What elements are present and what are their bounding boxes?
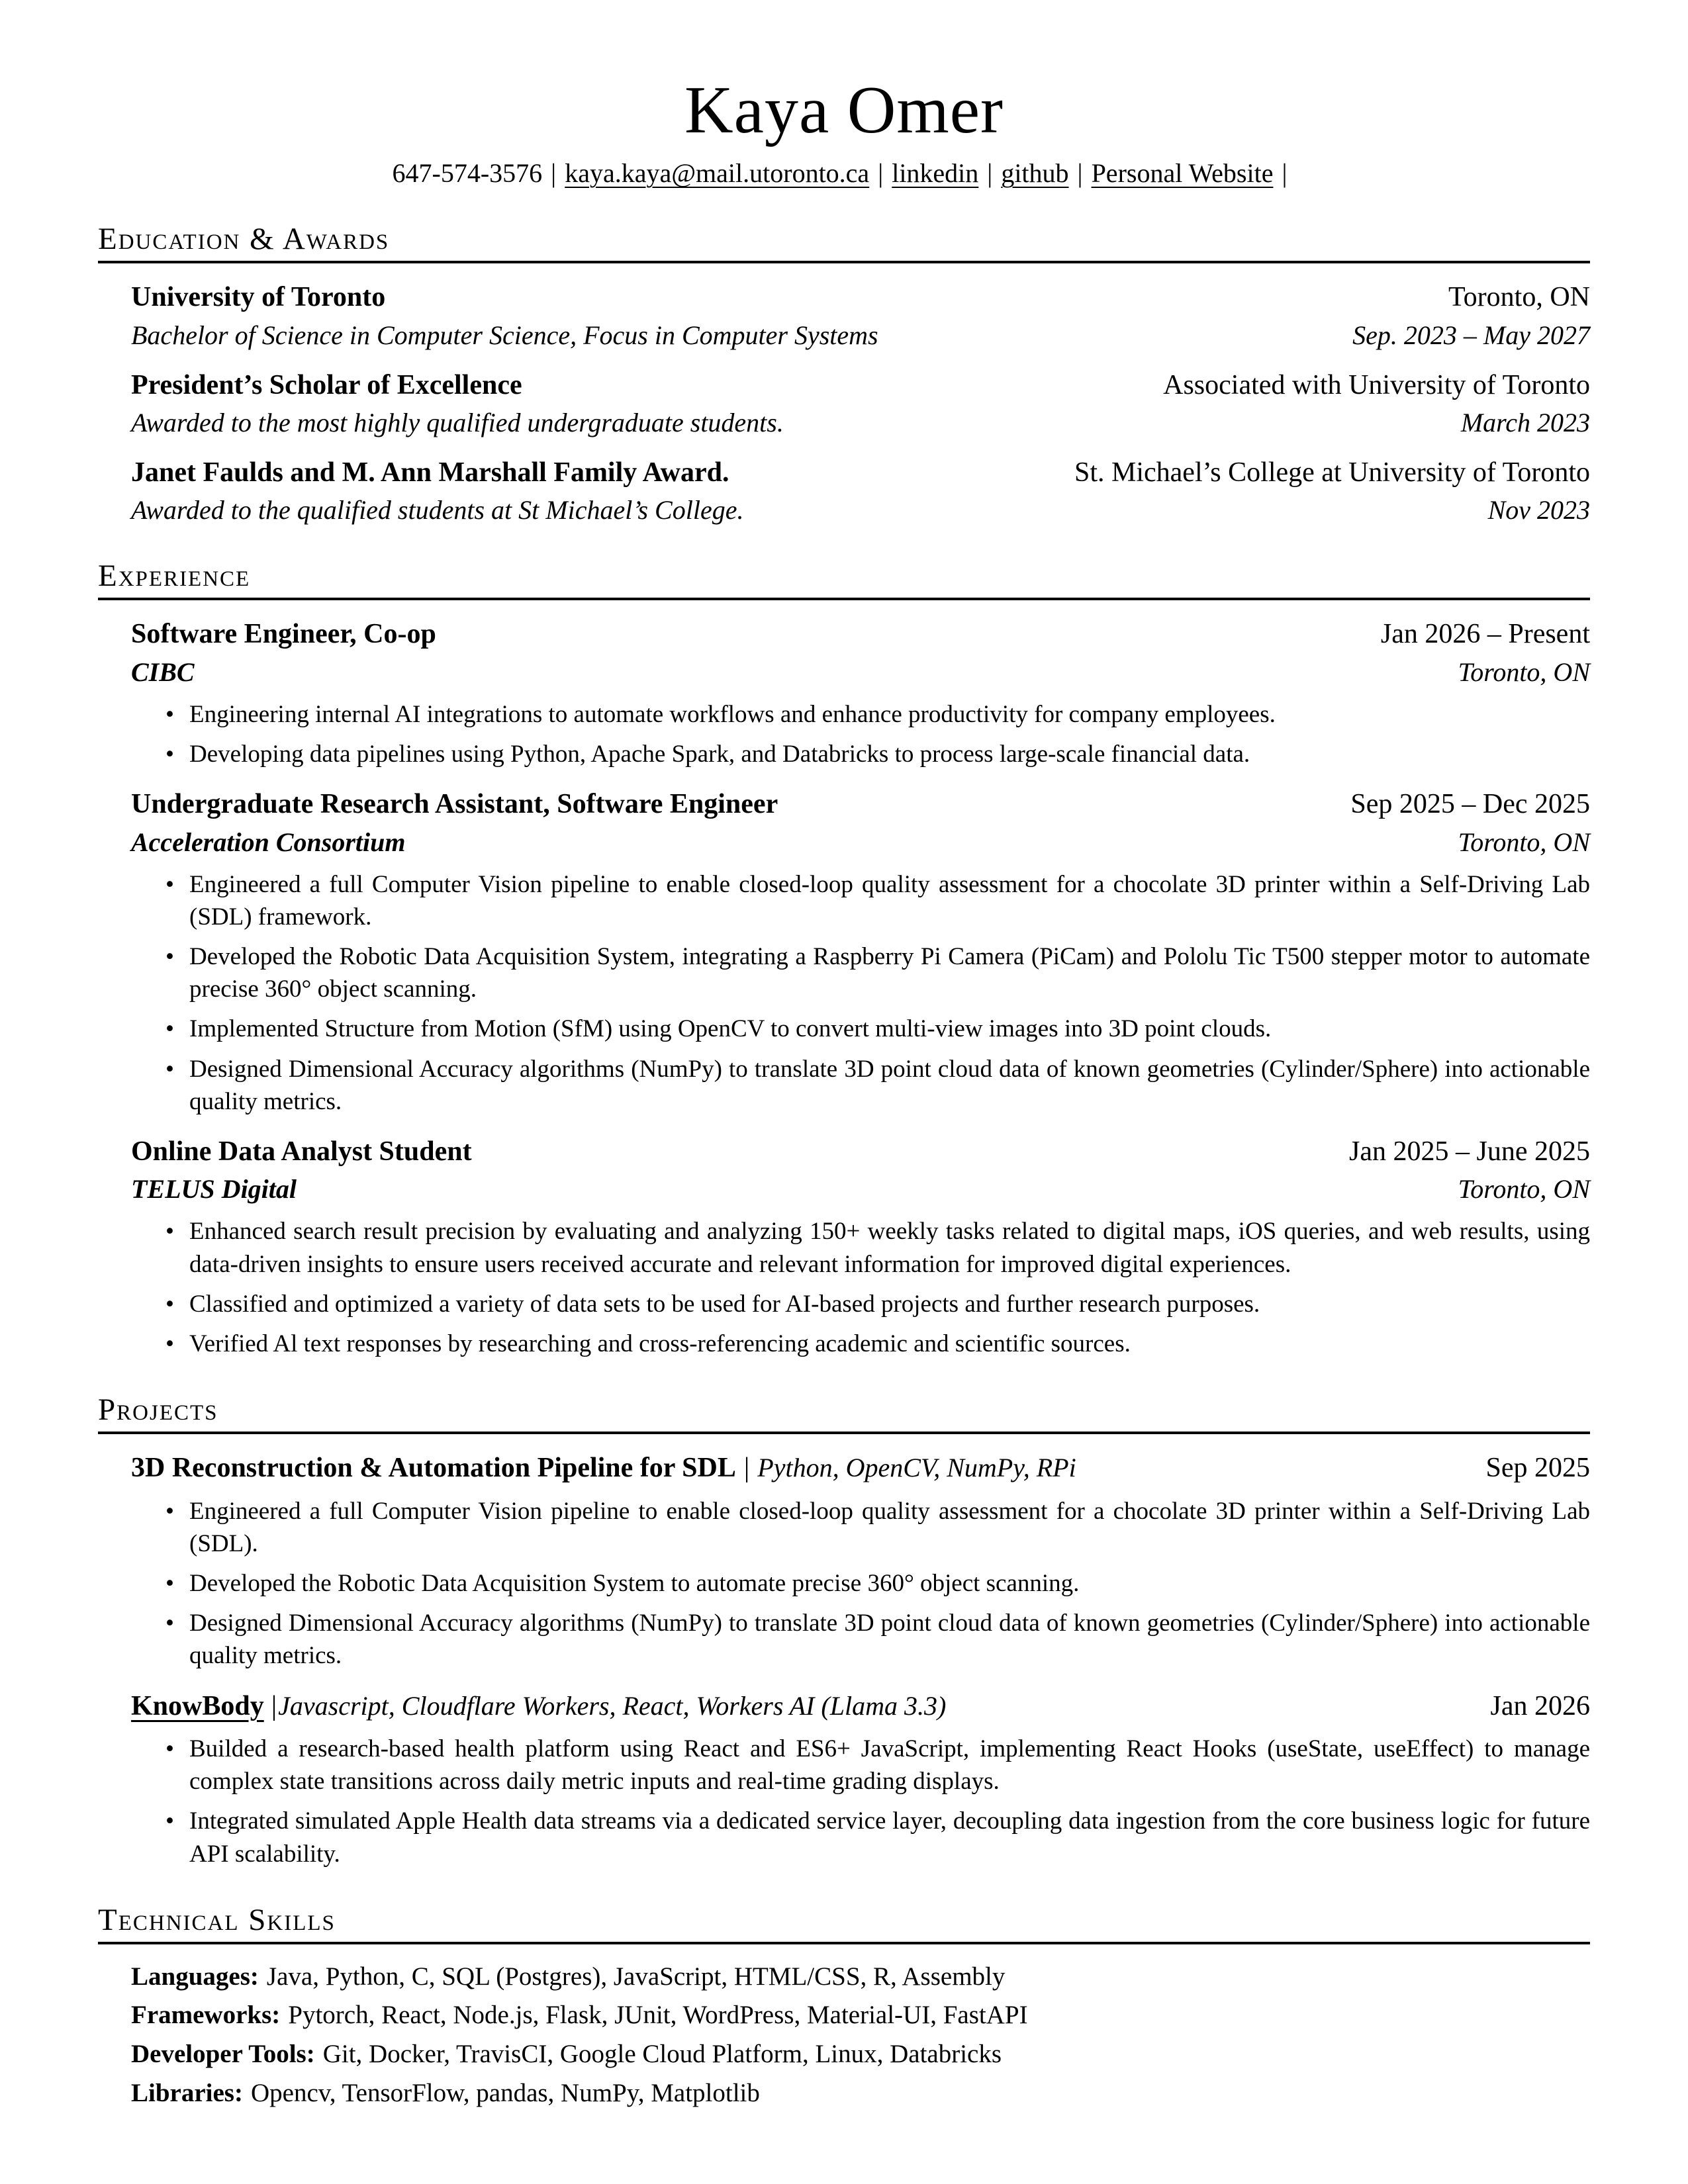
contact-separator: | bbox=[987, 158, 993, 189]
bullet-text: Enhanced search result precision by evaluating and analyzing 150+ weekly tasks related to digital maps, iOS queries, and web results, using data-driven insights to ensure users received accurate and relevant information for improved digital experiences. bbox=[189, 1218, 1590, 1278]
bullet-text: Builded a research-based health platform using React and ES6+ JavaScript, implementing React Hooks (useState, useEffect) to manage complex state transitions across daily metric inputs and real-time grading displays. bbox=[189, 1735, 1590, 1796]
personal-website-link[interactable]: Personal Website bbox=[1091, 158, 1274, 189]
bullet-item bbox=[131, 1013, 1590, 1045]
skill-colon: : bbox=[234, 2078, 243, 2107]
job-title: Online Data Analyst Student bbox=[131, 1136, 472, 1167]
company-name: CIBC bbox=[131, 657, 195, 687]
bullet-marker: • bbox=[165, 942, 174, 970]
skill-row bbox=[131, 2038, 1590, 2071]
skill-label: Libraries bbox=[131, 2078, 234, 2107]
job-dates: Jan 2026 – Present bbox=[1380, 619, 1590, 650]
section-title: Education & Awards bbox=[98, 222, 390, 257]
bullet-text: Developed the Robotic Data Acquisition System, integrating a Raspberry Pi Camera (PiCam) and Pololu Tic T500 stepper motor to automate precise 360° object scanning. bbox=[189, 942, 1590, 1003]
bullet-marker: • bbox=[165, 1807, 174, 1835]
bullet-text: Developing data pipelines using Python, Apache Spark, and Databricks to process large-scale financial data. bbox=[189, 740, 1250, 768]
bullet-marker: • bbox=[165, 1015, 174, 1043]
award-date: March 2023 bbox=[1460, 407, 1590, 437]
section-title: Technical Skills bbox=[98, 1902, 336, 1937]
contact-separator: | bbox=[1282, 158, 1288, 189]
project-title: 3D Reconstruction & Automation Pipeline for SDL bbox=[131, 1453, 736, 1484]
bullet-item bbox=[131, 1215, 1590, 1280]
bullet-marker: • bbox=[165, 1218, 174, 1246]
project-date: Sep 2025 bbox=[1485, 1453, 1590, 1484]
award-name: Janet Faulds and M. Ann Marshall Family Award. bbox=[131, 457, 729, 488]
project-date: Jan 2026 bbox=[1490, 1690, 1590, 1721]
skill-colon: : bbox=[250, 1962, 259, 1991]
bullet-list bbox=[131, 1495, 1590, 1672]
section-technical-skills bbox=[98, 1902, 1590, 2111]
company-name: TELUS Digital bbox=[131, 1174, 297, 1205]
job-location: Toronto, ON bbox=[1458, 827, 1590, 857]
bullet-text: Classified and optimized a variety of data sets to be used for AI-based projects and further research purposes. bbox=[189, 1290, 1260, 1318]
bullet-marker: • bbox=[165, 1497, 174, 1525]
project-entry bbox=[98, 1451, 1590, 1672]
skill-label: Languages bbox=[131, 1962, 250, 1991]
bullet-text: Engineering internal AI integrations to automate workflows and enhance productivity for company employees. bbox=[189, 700, 1276, 728]
education-entry bbox=[98, 281, 1590, 351]
section-education-awards bbox=[98, 224, 1590, 526]
bullet-item bbox=[131, 698, 1590, 731]
bullet-item bbox=[131, 1567, 1590, 1600]
bullet-marker: • bbox=[165, 1735, 174, 1762]
skills-list bbox=[98, 1944, 1590, 2111]
bullet-item bbox=[131, 1053, 1590, 1118]
bullet-item bbox=[131, 738, 1590, 770]
bullet-list bbox=[131, 868, 1590, 1118]
bullet-item bbox=[131, 1495, 1590, 1560]
contact-line bbox=[98, 158, 1590, 189]
email-link[interactable]: kaya.kaya@mail.utoronto.ca bbox=[565, 158, 870, 189]
skill-items: Opencv, TensorFlow, pandas, NumPy, Matplotlib bbox=[250, 2078, 760, 2107]
bullet-item bbox=[131, 940, 1590, 1005]
skill-label: Frameworks bbox=[131, 2001, 272, 2030]
bullet-text: Implemented Structure from Motion (SfM) using OpenCV to convert multi-view images into 3D point clouds. bbox=[189, 1015, 1272, 1043]
bullet-marker: • bbox=[165, 1290, 174, 1318]
bullet-text: Engineered a full Computer Vision pipeline to enable closed-loop quality assessment for a chocolate 3D printer within a Self-Driving Lab (SDL) framework. bbox=[189, 870, 1590, 931]
project-stack: Javascript, Cloudflare Workers, React, Workers AI (Llama 3.3) bbox=[278, 1690, 947, 1721]
company-name: Acceleration Consortium bbox=[131, 827, 406, 857]
title-separator: | bbox=[743, 1453, 750, 1484]
bullet-item bbox=[131, 1607, 1590, 1672]
award-description: Awarded to the most highly qualified undergraduate students. bbox=[131, 407, 784, 437]
bullet-text: Designed Dimensional Accuracy algorithms (NumPy) to translate 3D point cloud data of known geometries (Cylinder/Sphere) into actionable quality metrics. bbox=[189, 1610, 1590, 1670]
section-experience bbox=[98, 561, 1590, 1360]
phone-number: 647-574-3576 bbox=[392, 158, 543, 189]
skill-items: Java, Python, C, SQL (Postgres), JavaScript, HTML/CSS, R, Assembly bbox=[266, 1962, 1006, 1991]
section-projects bbox=[98, 1394, 1590, 1870]
experience-entry bbox=[98, 617, 1590, 770]
contact-separator: | bbox=[878, 158, 884, 189]
skill-colon: : bbox=[306, 2040, 315, 2069]
contact-separator: | bbox=[551, 158, 557, 189]
job-dates: Jan 2025 – June 2025 bbox=[1349, 1136, 1590, 1167]
award-name: President’s Scholar of Excellence bbox=[131, 369, 522, 400]
job-title: Software Engineer, Co-op bbox=[131, 619, 436, 650]
candidate-name: Kaya Omer bbox=[684, 73, 1004, 148]
award-entry bbox=[98, 456, 1590, 526]
bullet-text: Verified Al text responses by researching and cross-referencing academic and scientific sources. bbox=[189, 1330, 1131, 1357]
bullet-marker: • bbox=[165, 870, 174, 898]
skill-label: Developer Tools bbox=[131, 2040, 306, 2069]
education-dates: Sep. 2023 – May 2027 bbox=[1352, 320, 1590, 350]
job-dates: Sep 2025 – Dec 2025 bbox=[1350, 789, 1590, 820]
bullet-text: Developed the Robotic Data Acquisition System to automate precise 360° object scanning. bbox=[189, 1569, 1080, 1597]
skill-colon: : bbox=[271, 2001, 281, 2030]
section-title: Experience bbox=[98, 559, 251, 594]
experience-entry bbox=[98, 788, 1590, 1118]
bullet-item bbox=[131, 1328, 1590, 1360]
award-date: Nov 2023 bbox=[1487, 495, 1590, 525]
bullet-marker: • bbox=[165, 1569, 174, 1597]
linkedin-link[interactable]: linkedin bbox=[892, 158, 979, 189]
bullet-list bbox=[131, 1733, 1590, 1870]
school-location: Toronto, ON bbox=[1448, 282, 1590, 313]
bullet-item bbox=[131, 1288, 1590, 1320]
award-entry bbox=[98, 369, 1590, 439]
github-link[interactable]: github bbox=[1001, 158, 1069, 189]
project-title-link[interactable]: KnowBody bbox=[131, 1690, 264, 1721]
bullet-list bbox=[131, 1215, 1590, 1360]
award-affiliation: Associated with University of Toronto bbox=[1163, 369, 1590, 400]
bullet-marker: • bbox=[165, 1055, 174, 1083]
school-name: University of Toronto bbox=[131, 282, 386, 313]
bullet-item bbox=[131, 1733, 1590, 1797]
bullet-item bbox=[131, 868, 1590, 933]
project-entry bbox=[98, 1690, 1590, 1870]
bullet-marker: • bbox=[165, 700, 174, 728]
bullet-marker: • bbox=[165, 1610, 174, 1637]
contact-separator: | bbox=[1077, 158, 1083, 189]
job-title: Undergraduate Research Assistant, Software Engineer bbox=[131, 789, 778, 820]
skill-items: Pytorch, React, Node.js, Flask, JUnit, WordPress, Material-UI, FastAPI bbox=[288, 2001, 1028, 2030]
bullet-text: Integrated simulated Apple Health data streams via a dedicated service layer, decoupling data ingestion from the core business logic for future API scalability. bbox=[189, 1807, 1590, 1868]
skill-row bbox=[131, 2077, 1590, 2111]
skill-items: Git, Docker, TravisCI, Google Cloud Platform, Linux, Databricks bbox=[322, 2040, 1002, 2069]
bullet-text: Designed Dimensional Accuracy algorithms (NumPy) to translate 3D point cloud data of known geometries (Cylinder/Sphere) into actionable quality metrics. bbox=[189, 1055, 1590, 1115]
bullet-list bbox=[131, 698, 1590, 770]
skill-row bbox=[131, 1960, 1590, 1994]
section-title: Projects bbox=[98, 1392, 218, 1428]
title-separator: | bbox=[271, 1690, 277, 1721]
award-affiliation: St. Michael’s College at University of Toronto bbox=[1074, 457, 1590, 488]
award-description: Awarded to the qualified students at St Michael’s College. bbox=[131, 495, 744, 525]
job-location: Toronto, ON bbox=[1458, 657, 1590, 687]
bullet-marker: • bbox=[165, 740, 174, 768]
job-location: Toronto, ON bbox=[1458, 1174, 1590, 1205]
bullet-marker: • bbox=[165, 1330, 174, 1357]
skill-row bbox=[131, 1999, 1590, 2032]
experience-entry bbox=[98, 1135, 1590, 1360]
bullet-text: Engineered a full Computer Vision pipeline to enable closed-loop quality assessment for a chocolate 3D printer within a Self-Driving Lab (SDL). bbox=[189, 1497, 1590, 1557]
degree: Bachelor of Science in Computer Science, Focus in Computer Systems bbox=[131, 320, 878, 350]
bullet-item bbox=[131, 1805, 1590, 1870]
project-stack: Python, OpenCV, NumPy, RPi bbox=[757, 1453, 1076, 1483]
